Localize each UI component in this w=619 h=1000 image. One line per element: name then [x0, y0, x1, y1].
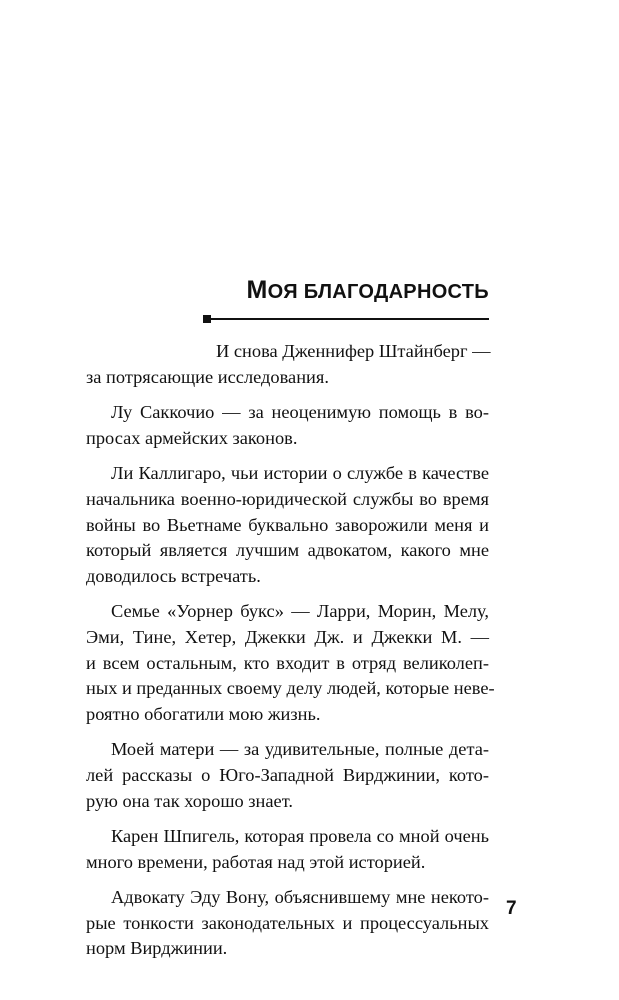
text-line: Карен Шпигель, которая провела со мной очень [111, 826, 489, 847]
paragraph [86, 599, 495, 727]
text-line: Адвокату Эду Вону, объяснившему мне некото- [111, 887, 489, 908]
heading-small-caps: ОЯ БЛАГОДАРНОСТЬ [267, 281, 489, 303]
text-line: много времени, работая над этой историей. [86, 851, 426, 872]
text-line: войны во Вьетнаме буквально заворожили меня и [86, 514, 489, 535]
text-line: доводилось встречать. [86, 565, 261, 586]
text-line: Моей матери — за удивительные, полные дета- [111, 739, 489, 760]
chapter-heading [247, 276, 489, 305]
paragraph [86, 339, 489, 390]
text-line: рые тонкости законодательных и процессуальных [86, 912, 489, 933]
text-line: ных и преданных своему делу людей, которые неве- [86, 678, 495, 699]
paragraph [86, 885, 489, 962]
rule-square-ornament [203, 315, 211, 323]
text-line: роятно обогатили мою жизнь. [86, 703, 321, 724]
page-number: 7 [506, 898, 517, 919]
text-line: за потрясающие исследования. [86, 366, 329, 387]
text-line: И снова Дженнифер Штайнберг — [216, 341, 491, 361]
text-line: который является лучшим адвокатом, какого мне [86, 540, 489, 561]
text-line: просах армейских законов. [86, 427, 298, 448]
text-line: начальника военно-юридической службы во время [86, 488, 489, 509]
text-line: Лу Саккочио — за неоценимую помощь в во- [111, 402, 489, 423]
paragraph [86, 824, 489, 875]
heading-first-letter: М [246, 276, 268, 304]
paragraph [86, 461, 489, 589]
text-line: рую она так хорошо знает. [86, 790, 293, 811]
paragraph [86, 400, 489, 451]
text-line: Семье «Уорнер букс» — Ларри, Морин, Мелу, [111, 601, 489, 622]
acknowledgements-body [86, 339, 495, 972]
text-line: и всем остальным, кто входит в отряд великолеп- [86, 652, 489, 673]
paragraph [86, 737, 489, 814]
text-line: Эми, Тине, Хетер, Джекки Дж. и Джекки М. — [86, 626, 489, 647]
heading-rule [206, 318, 489, 320]
text-line: лей рассказы о Юго-Западной Вирджинии, кото- [86, 764, 489, 785]
text-line: Ли Каллигаро, чьи истории о службе в качестве [111, 463, 489, 484]
text-line: норм Вирджинии. [86, 938, 228, 959]
